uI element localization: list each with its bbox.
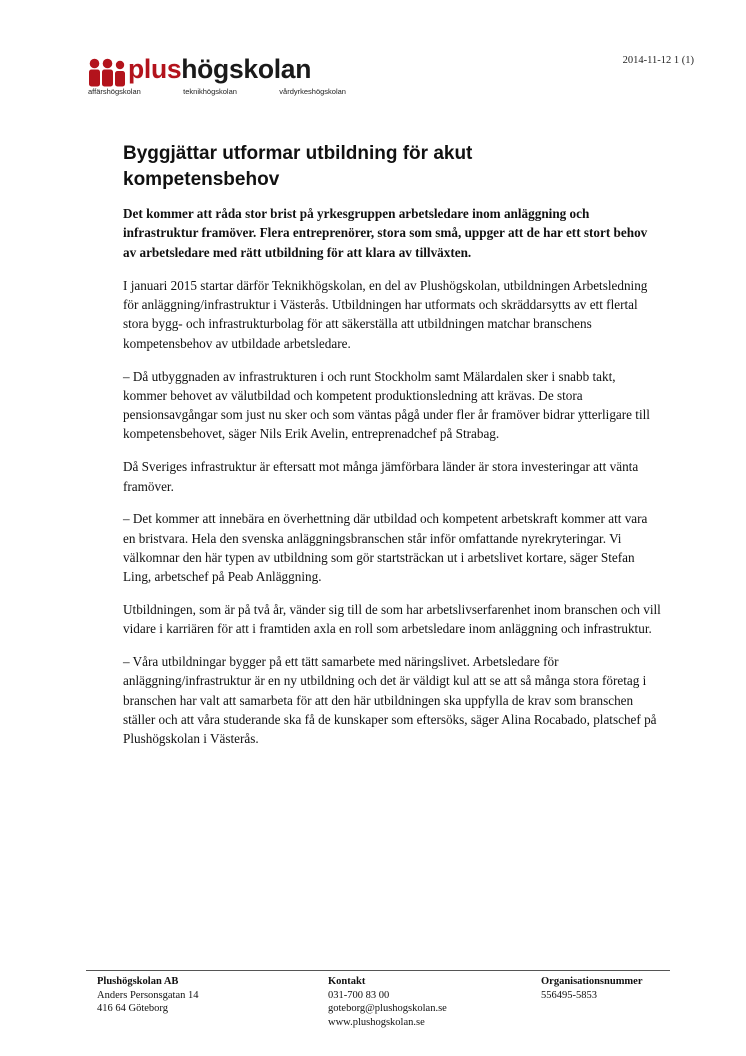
contact-email[interactable]: goteborg@plushogskolan.se xyxy=(328,1003,447,1015)
footer-divider xyxy=(86,970,670,971)
footer-contact xyxy=(328,975,447,1029)
contact-heading: Kontakt xyxy=(328,976,366,987)
article-body xyxy=(123,204,661,762)
sub-brands xyxy=(88,87,346,96)
brand-wordmark xyxy=(128,53,311,85)
body-paragraph: – Då utbyggnaden av infrastrukturen i och runt Stockholm samt Mälardalen sker i snabb takt, kommer behovet av välutbildad och kompetent produktionsledning att krävas. De stora pensionsavgångar som just nu sker och som väntas pågå under fler år framöver bidrar ytterligare till kompetensbehovet, säger Nils Erik Avelin, entreprenadchef på Strabag. xyxy=(123,368,650,442)
footer-company xyxy=(97,975,198,1016)
contact-phone: 031-700 83 00 xyxy=(328,989,390,1001)
brand-plus: plus xyxy=(128,54,182,84)
company-address-street: Anders Personsgatan 14 xyxy=(97,989,199,1001)
company-name: Plushögskolan AB xyxy=(97,976,179,987)
sub-brand: vårdyrkeshögskolan xyxy=(279,87,346,96)
people-logo-icon xyxy=(88,58,128,88)
sub-brand: affärshögskolan xyxy=(88,87,141,96)
brand-rest: högskolan xyxy=(181,54,312,84)
date-and-page: 2014-11-12 1 (1) xyxy=(622,55,694,66)
org-number: 556495-5853 xyxy=(541,989,597,1001)
sub-brand: teknikhögskolan xyxy=(183,87,237,96)
footer-org xyxy=(541,975,643,1002)
body-paragraph: Utbildningen, som är på två år, vänder sig till de som har arbetslivserfarenhet inom branschen och vill vidare i karriären för att i framtiden axla en roll som arbetsledare inom anläggning och infrastruktur. xyxy=(123,602,661,637)
contact-website[interactable]: www.plushogskolan.se xyxy=(328,1016,425,1028)
body-paragraph: – Våra utbildningar bygger på ett tätt samarbete med näringslivet. Arbetsledare för anläggning/infrastruktur är en ny utbildning och det är väldigt kul att se att så många stora företag i branschen har valt att samarbeta för att den här utbildningen ska uppfylla de krav som branschen ställer och att våra studerande ska få de kunskaper som eftersöks, säger Alina Rocabado, platschef på Plushögskolan i Västerås. xyxy=(123,654,657,747)
article-title: Byggjättar utformar utbildning för akut kompetensbehov xyxy=(123,143,473,190)
body-paragraph: – Det kommer att innebära en överhettning där utbildad och kompetent arbetskraft kommer att vara en bristvara. Hela den svenska anläggningsbranschen står inför omfattande nyrekryteringar. Vi välkomnar den här typen av utbildning som gör startsträckan ut i arbetslivet kortare, säger Stefan Ling, arbetschef på Peab Anläggning. xyxy=(123,511,648,585)
company-address-city: 416 64 Göteborg xyxy=(97,1003,168,1015)
body-paragraph: Då Sveriges infrastruktur är eftersatt mot många jämförbara länder är stora investeringar att vänta framöver. xyxy=(123,459,639,494)
org-heading: Organisationsnummer xyxy=(541,976,643,987)
brand-logo xyxy=(88,55,350,101)
lead-paragraph: Det kommer att råda stor brist på yrkesgruppen arbetsledare inom anläggning och infrastruktur framöver. Flera entreprenörer, stora som små, uppger att de har ett stort behov av arbetsledare med rätt utbildning för att klara av tillväxten. xyxy=(123,206,648,260)
body-paragraph: I januari 2015 startar därför Teknikhögskolan, en del av Plushögskolan, utbildningen Arbetsledning för anläggning/infrastruktur i Västerås. Utbildningen har utformats och skräddarsytts av ett flertal stora bygg- och infrastrukturbolag för att säkerställa att utbildningen matchar branschens kompetensbehov av utbildade arbetsledare. xyxy=(123,277,648,351)
